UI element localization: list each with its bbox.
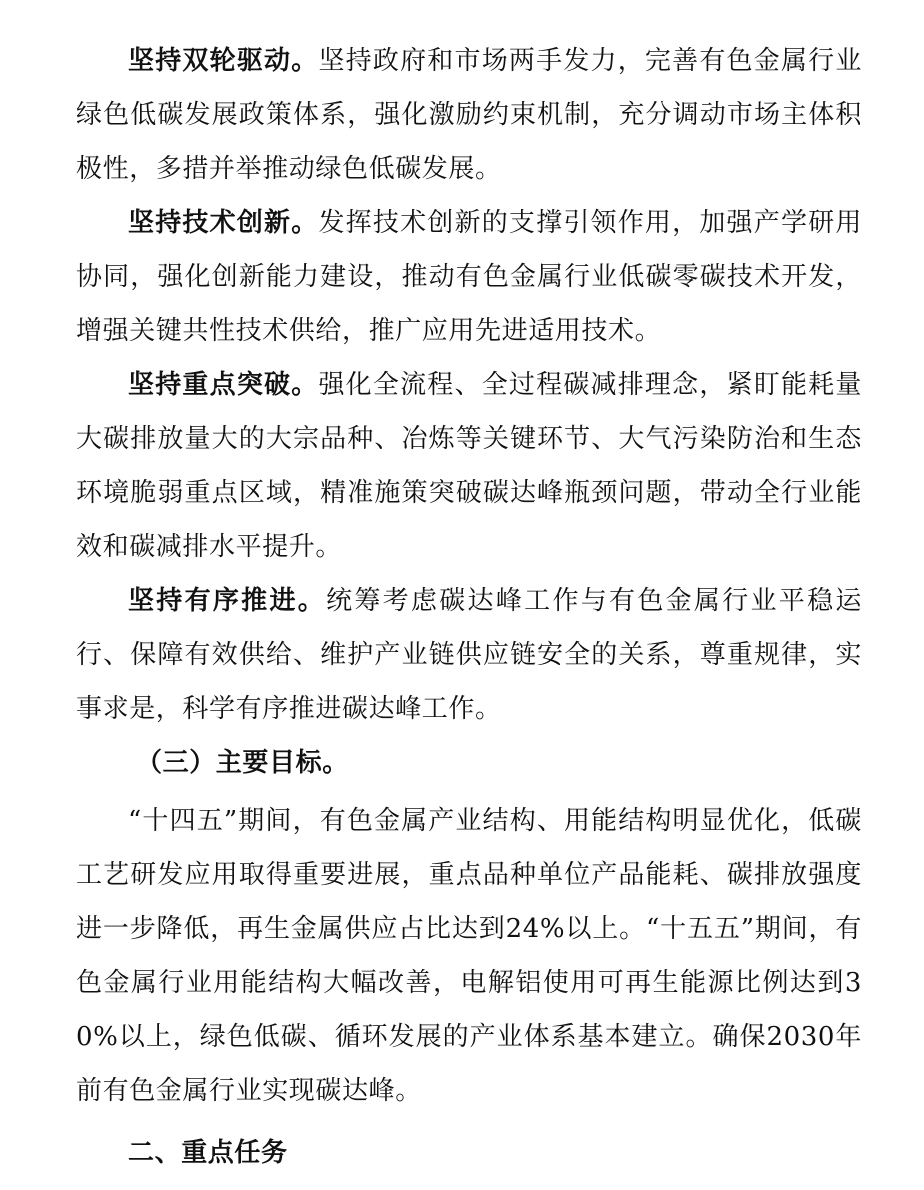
principle-text: 发挥技术创新的支撑引领作用，加强产学研用协同，强化创新能力建设，推动有色金属行业低碳零碳技术开发，增强关键共性技术供给，推广应用先进适用技术。: [76, 208, 862, 346]
principle-lead: 坚持双轮驱动。: [128, 46, 319, 76]
principle-lead: 坚持技术创新。: [128, 208, 319, 238]
key-tasks-heading: 二、重点任务: [128, 1138, 288, 1168]
principle-text: 强化全流程、全过程碳减排理念，紧盯能耗量大碳排放量大的大宗品种、冶炼等关键环节、大气污染防治和生态环境脆弱重点区域，精准施策突破碳达峰瓶颈问题，带动全行业能效和碳减排水平提升。: [76, 370, 862, 562]
main-goals-text: “十四五”期间，有色金属产业结构、用能结构明显优化，低碳工艺研发应用取得重要进展，重点品种单位产品能耗、碳排放强度进一步降低，再生金属供应占比达到24%以上。“十五五”期间，有色金属行业用能结构大幅改善，电解铝使用可再生能源比例达到30%以上，绿色低碳、循环发展的产业体系基本建立。确保2030年前有色金属行业实现碳达峰。: [76, 806, 862, 1106]
document-page: [76, 34, 862, 1180]
principle-key-breakthrough: [76, 358, 862, 574]
principle-orderly-advance: [76, 574, 862, 736]
principle-tech-innovation: [76, 196, 862, 358]
principle-dual-drive: [76, 34, 862, 196]
main-goals-heading: （三）主要目标。: [136, 748, 349, 778]
principle-lead: 坚持重点突破。: [128, 370, 319, 400]
principle-text: 坚持政府和市场两手发力，完善有色金属行业绿色低碳发展政策体系，强化激励约束机制，充分调动市场主体积极性，多措并举推动绿色低碳发展。: [76, 46, 862, 184]
principle-text: 统筹考虑碳达峰工作与有色金属行业平稳运行、保障有效供给、维护产业链供应链安全的关系，尊重规律，实事求是，科学有序推进碳达峰工作。: [76, 586, 862, 724]
principle-lead: 坚持有序推进。: [128, 586, 327, 616]
